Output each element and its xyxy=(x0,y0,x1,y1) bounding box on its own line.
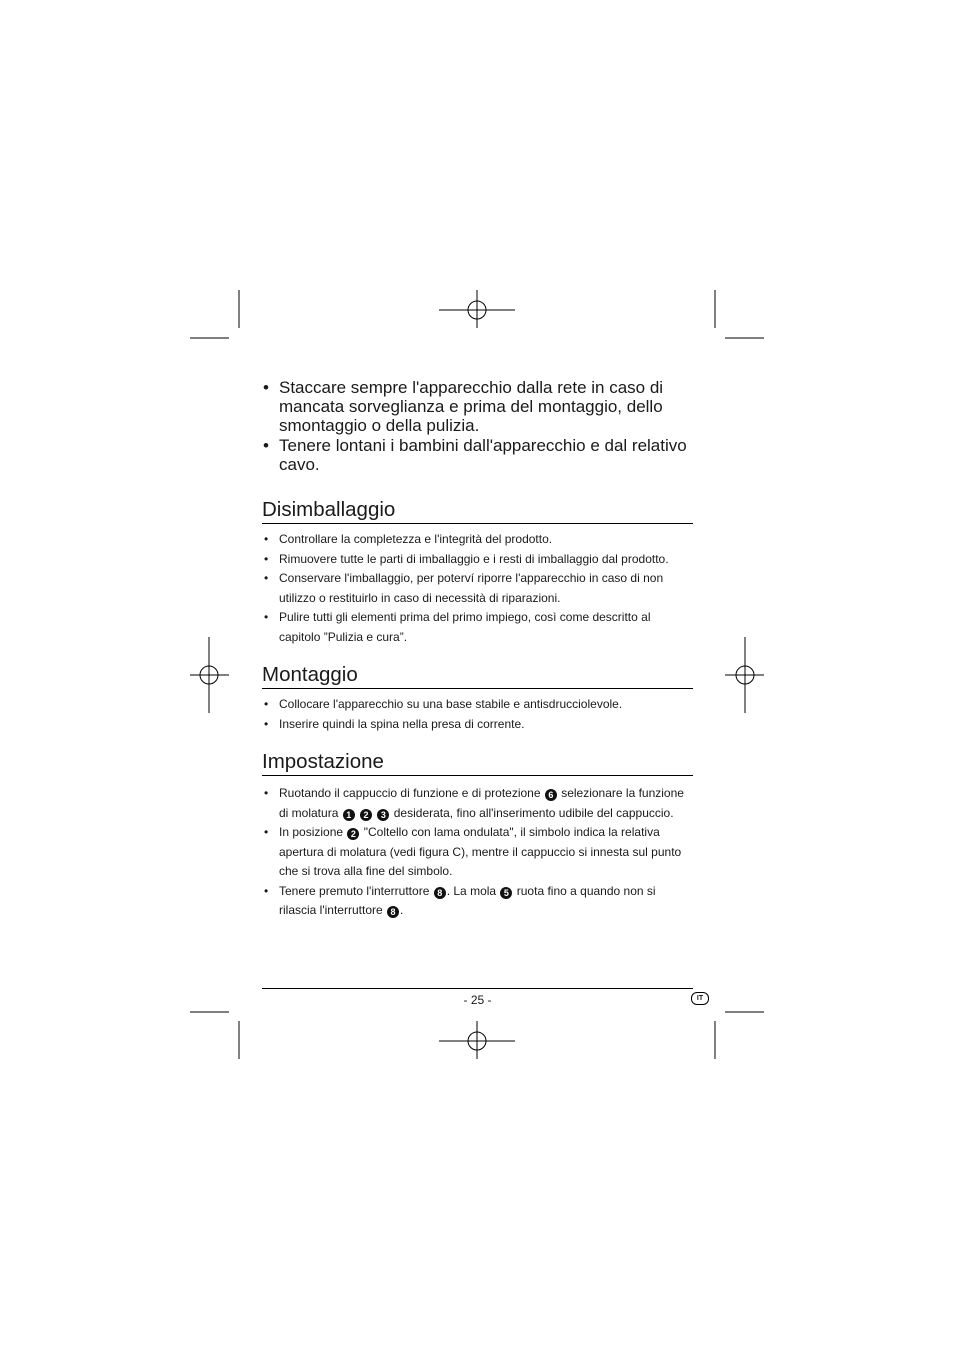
item-text: ruota fino a quando non si rilascia l'interruttore xyxy=(279,883,656,917)
page-content xyxy=(262,378,693,921)
list-item: • Pulire tutti gli elementi prima del primo impiego, così come descritto al capitolo ”Pulizia e cura”. xyxy=(262,608,693,647)
list-item: • Conservare l'imballaggio, per poterví riporre l'apparecchio in caso di non utilizzo o restituirlo in caso di necessità di riparazioni. xyxy=(262,569,693,608)
section-assembly xyxy=(262,663,693,734)
unpacking-list xyxy=(262,530,693,647)
list-item: • Rimuovere tutte le parti di imballaggio e i resti di imballaggio dal prodotto. xyxy=(262,550,693,570)
part-ref-badge: 1 xyxy=(343,809,355,821)
item-text: Ruotando il cappuccio di funzione e di protezione xyxy=(279,786,541,800)
part-ref-badge: 5 xyxy=(500,887,512,899)
list-item: • Tenere lontani i bambini dall'apparecchio e dal relativo cavo. xyxy=(262,436,693,474)
item-text: desiderata, fino all'inserimento udibile del cappuccio. xyxy=(393,805,674,820)
list-item: • Inserire quindi la spina nella presa di corrente. xyxy=(262,715,693,735)
part-ref-badge: 2 xyxy=(347,828,359,840)
page-footer xyxy=(262,988,693,1007)
page-number: - 25 - xyxy=(463,993,492,1007)
part-ref-badge: 8 xyxy=(387,906,399,918)
assembly-list xyxy=(262,695,693,734)
list-item xyxy=(262,882,693,921)
safety-list xyxy=(262,378,693,474)
part-ref-badge: 3 xyxy=(377,809,389,821)
list-item xyxy=(262,784,693,823)
setting-list xyxy=(262,784,693,921)
language-badge: IT xyxy=(691,992,709,1005)
list-item: • Controllare la completezza e l'integrità del prodotto. xyxy=(262,530,693,550)
item-text: . La mola xyxy=(446,883,497,898)
list-item: • Collocare l'apparecchio su una base stabile e antisdrucciolevole. xyxy=(262,695,693,715)
part-ref-badge: 8 xyxy=(434,887,446,899)
section-title: Impostazione xyxy=(262,750,693,776)
item-text: Tenere premuto l'interruttore xyxy=(279,883,430,898)
item-text: . xyxy=(400,903,404,917)
part-ref-badge: 2 xyxy=(360,809,372,821)
section-unpacking xyxy=(262,498,693,647)
section-title: Disimballaggio xyxy=(262,498,693,524)
item-text: "Coltello con lama ondulata", il simbolo indica la relativa apertura di molatura (vedi figura C), mentre il cappuccio si innesta sul punto che si trova alla fine del simbolo. xyxy=(279,825,682,878)
item-text: In posizione xyxy=(279,825,344,839)
section-title: Montaggio xyxy=(262,663,693,689)
list-item: • Staccare sempre l'apparecchio dalla rete in caso di mancata sorveglianza e prima del montaggio, dello smontaggio o della pulizia. xyxy=(262,378,693,435)
item-text: selezionare la funzione di molatura xyxy=(279,786,684,820)
section-setting xyxy=(262,750,693,921)
part-ref-badge: 6 xyxy=(545,789,557,801)
list-item xyxy=(262,823,693,882)
